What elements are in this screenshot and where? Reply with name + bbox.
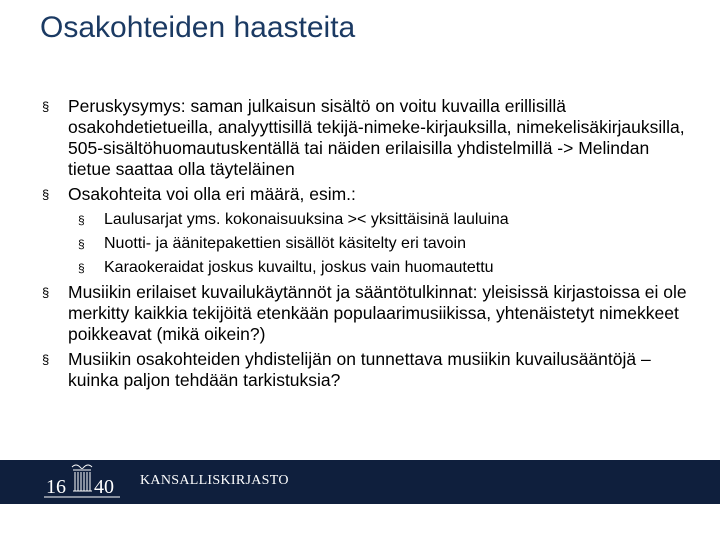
bullet-marker: § bbox=[42, 285, 50, 300]
slide-title: Osakohteiden haasteita bbox=[40, 11, 356, 44]
sub-bullet-item bbox=[68, 210, 690, 230]
bullet-marker: § bbox=[78, 261, 85, 275]
bullet-marker: § bbox=[42, 187, 50, 202]
bullet-text: Peruskysymys: saman julkaisun sisältö on voitu kuvailla erillisillä osakohdetietueilla, analyyttisillä tekijä-nimeke-kirjauksilla, nimekelisäkirjauksilla, 505-sisältöhuomautuskentällä tai näiden erilaisilla yhdistelmillä -> Melindan tietue saattaa olla täyteläinen bbox=[68, 96, 685, 179]
logo-year-left: 16 bbox=[46, 476, 66, 498]
logo-year-right: 40 bbox=[94, 476, 114, 498]
footer-brand: KANSALLISKIRJASTO bbox=[140, 473, 289, 488]
bullet-item bbox=[0, 349, 720, 391]
sub-bullet-list bbox=[68, 210, 690, 278]
library-logo bbox=[42, 463, 122, 501]
bullet-list bbox=[0, 96, 720, 395]
sub-bullet-item bbox=[68, 258, 690, 278]
sub-bullet-text: Laulusarjat yms. kokonaisuuksina >< yksittäisinä lauluina bbox=[104, 211, 509, 228]
column-capital-icon bbox=[42, 463, 122, 501]
sub-bullet-text: Karaokeraidat joskus kuvailtu, joskus vain huomautettu bbox=[104, 259, 494, 276]
bullet-text: Musiikin osakohteiden yhdistelijän on tunnettava musiikin kuvailusääntöjä – kuinka paljon tehdään tarkistuksia? bbox=[68, 349, 651, 390]
bullet-marker: § bbox=[42, 99, 50, 114]
bullet-item bbox=[0, 184, 720, 278]
bullet-marker: § bbox=[78, 237, 85, 251]
bullet-item bbox=[0, 282, 720, 345]
footer-bar bbox=[0, 460, 720, 504]
bullet-text: Musiikin erilaiset kuvailukäytännöt ja sääntötulkinnat: yleisissä kirjastoissa ei ole merkitty kaikkia tekijöitä etenkään populaarimusiikissa, yhtenäistetyt nimekkeet poikkeavat (mikä oikein?) bbox=[68, 282, 687, 344]
bullet-text: Osakohteita voi olla eri määrä, esim.: bbox=[68, 184, 356, 204]
bullet-marker: § bbox=[78, 213, 85, 227]
bullet-marker: § bbox=[42, 352, 50, 367]
bullet-item bbox=[0, 96, 720, 180]
sub-bullet-item bbox=[68, 234, 690, 254]
sub-bullet-text: Nuotti- ja äänitepakettien sisällöt käsitelty eri tavoin bbox=[104, 235, 466, 252]
